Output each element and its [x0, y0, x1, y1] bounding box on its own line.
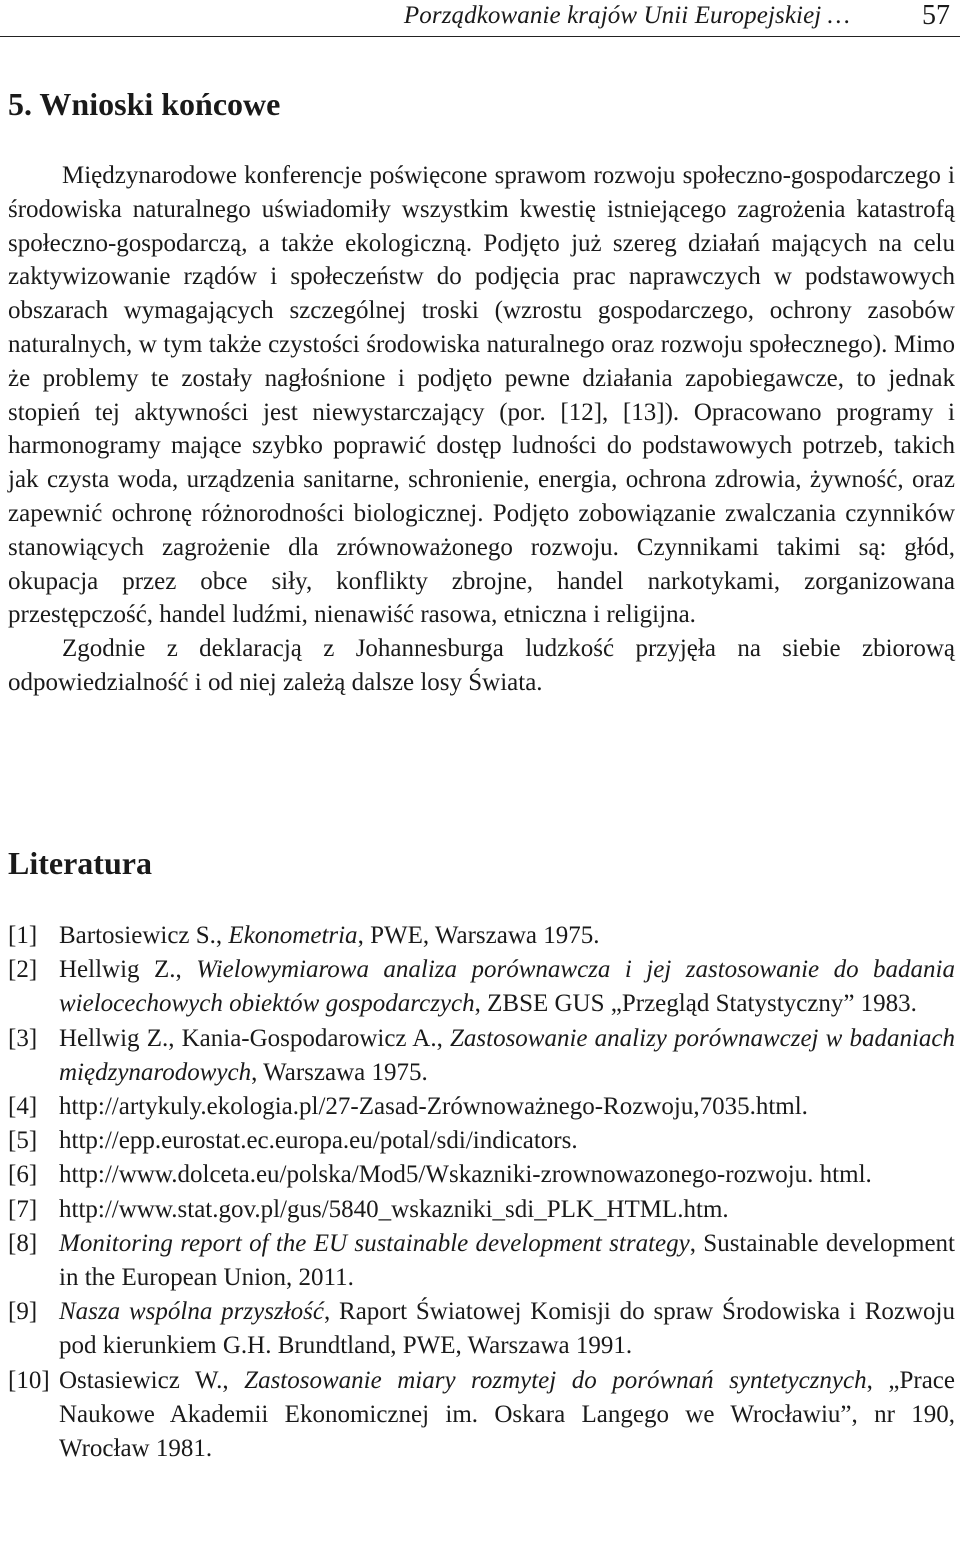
reference-number: [3] — [8, 1024, 38, 1052]
reference-number: [5] — [8, 1127, 38, 1155]
reference-item — [8, 1364, 955, 1467]
reference-item — [8, 919, 955, 953]
reference-item — [8, 1158, 955, 1192]
section-body — [8, 159, 955, 700]
paragraph: Zgodnie z deklaracją z Johannesburga ludzkość przyjęła na siebie zbiorową odpowiedzialność i od niej zależą dalsze losy Świata. — [8, 635, 955, 696]
reference-item — [8, 953, 955, 1021]
reference-number: [8] — [8, 1229, 38, 1257]
reference-item — [8, 1090, 955, 1124]
reference-details: , Sustainable development in the European Union, 2011. — [59, 1229, 955, 1292]
reference-authors: Ostasiewicz W., — [59, 1366, 245, 1394]
reference-url: http://artykuly.ekologia.pl/27-Zasad-Zrównoważnego-Rozwoju,7035.html. — [59, 1093, 808, 1121]
reference-item — [8, 1022, 955, 1090]
running-title: Porządkowanie krajów Unii Europejskiej … — [403, 2, 850, 29]
reference-authors: Hellwig Z., Kania-Gospodarowicz A., — [59, 1024, 450, 1052]
reference-number: [7] — [8, 1195, 38, 1223]
reference-list — [8, 919, 955, 1466]
reference-number: [4] — [8, 1093, 38, 1121]
reference-title: Nasza wspólna przyszłość — [59, 1298, 324, 1326]
reference-details: , „Prace Naukowe Akademii Ekonomicznej im. Oskara Langego we Wrocławiu”, nr 190, Wrocław 1981. — [59, 1366, 955, 1463]
reference-number: [2] — [8, 956, 38, 984]
reference-title: Zastosowanie miary rozmytej do porównań syntetycznych — [244, 1366, 867, 1394]
reference-details: , Raport Światowej Komisji do spraw Środowiska i Rozwoju pod kierunkiem G.H. Brundtland, PWE, Warszawa 1991. — [59, 1298, 955, 1360]
reference-item — [8, 1227, 955, 1295]
reference-details: , PWE, Warszawa 1975. — [357, 922, 600, 949]
reference-title: Monitoring report of the EU sustainable development strategy — [59, 1229, 690, 1257]
running-header — [0, 0, 960, 37]
reference-number: [1] — [8, 922, 38, 949]
reference-item — [8, 1124, 955, 1158]
reference-details: , ZBSE GUS „Przegląd Statystyczny” 1983. — [474, 990, 917, 1018]
reference-item — [8, 1295, 955, 1363]
reference-url: http://www.stat.gov.pl/gus/5840_wskazniki_sdi_PLK_HTML.htm. — [59, 1195, 729, 1223]
reference-details: , Warszawa 1975. — [251, 1058, 428, 1086]
section-heading: 5. Wnioski końcowe — [8, 86, 281, 122]
reference-authors: Bartosiewicz S., — [59, 922, 229, 949]
reference-url: http://www.dolceta.eu/polska/Mod5/Wskazniki-zrownowazonego-rozwoju. html. — [59, 1161, 872, 1189]
reference-item — [8, 1193, 955, 1227]
page-number: 57 — [922, 0, 950, 31]
literature-heading: Literatura — [8, 845, 152, 881]
reference-number: [9] — [8, 1298, 38, 1326]
reference-title: Zastosowanie analizy porównawczej w badaniach międzynarodowych — [59, 1024, 955, 1086]
reference-title: Wielowymiarowa analiza porównawcza i jej zastosowanie do badania wielocechowych obiektów gospodarczych — [59, 956, 955, 1018]
reference-url: http://epp.eurostat.ec.europa.eu/potal/sdi/indicators. — [59, 1127, 578, 1155]
paragraph: Międzynarodowe konferencje poświęcone sprawom rozwoju społeczno-gospodarczego i środowiska naturalnego uświadomiły wszystkim kwestię istniejącego zagrożenia katastrofą społeczno-gospodarczą, a także ekologiczną. Podjęto już szereg działań mających na celu zaktywizowanie rządów i społeczeństw do podjęcia prac naprawczych w podstawowych obszarach wymagających szczególnej troski (wzrostu gospodarczego, ochrony zasobów naturalnych, w tym także czystości środowiska naturalnego oraz rozwoju społecznego). Mimo że problemy te zostały nagłośnione i podjęto pewne działania zapobiegawcze, to jednak stopień tej aktywności jest niewystarczający (por. [12], [13]). Opracowano programy i harmonogramy mające szybko poprawić dostęp ludności do podstawowych potrzeb, takich jak czysta woda, urządzenia sanitarne, schronienie, energia, ochrona zdrowia, żywność, oraz zapewnić ochronę różnorodności biologicznej. Podjęto zobowiązanie zwalczania czynników stanowiących zagrożenie dla zrównoważonego rozwoju. Czynnikami takimi są: głód, okupacja przez obce siły, konflikty zbrojne, handel narkotykami, zorganizowana przestępczość, handel ludźmi, nienawiść rasowa, etniczna i religijna. — [8, 162, 955, 629]
reference-number: [10] — [8, 1366, 50, 1394]
reference-number: [6] — [8, 1161, 38, 1189]
reference-title: Ekonometria — [228, 922, 358, 949]
reference-authors: Hellwig Z., — [59, 956, 197, 984]
